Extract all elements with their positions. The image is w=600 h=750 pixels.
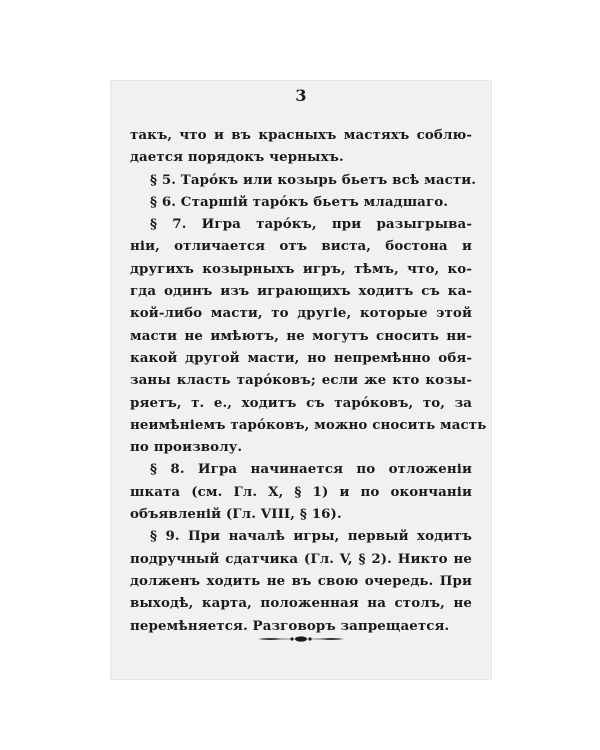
text-line: § 6. Старшій тарóкъ бьетъ младшаго. xyxy=(150,193,449,210)
text-line: кой-либо масти, то другіе, которые этой xyxy=(130,305,472,322)
text-line: по произволу. xyxy=(130,439,243,456)
body-text xyxy=(130,124,487,637)
text-line: шката (см. Гл. X, § 1) и по окончаніи xyxy=(130,483,472,500)
text-line: объявленій (Гл. VIII, § 16). xyxy=(130,506,342,523)
text-line: неимѣніемъ тарóковъ, можно сносить масть xyxy=(130,416,487,433)
text-line: выходѣ, карта, положенная на столъ, не xyxy=(130,595,472,612)
text-line: масти не имѣютъ, не могутъ сносить ни- xyxy=(130,327,472,344)
text-line: такъ, что и въ красныхъ мастяхъ соблю- xyxy=(130,127,472,143)
text-line: долженъ ходить не въ свою очередь. При xyxy=(130,572,472,589)
text-line: какой другой масти, но непремѣнно обя- xyxy=(130,349,472,366)
text-line: § 5. Тарóкъ или козырь бьетъ всѣ масти. xyxy=(150,171,477,188)
text-line: другихъ козырныхъ игръ, тѣмъ, что, ко- xyxy=(130,260,472,277)
text-line: заны класть тарóковъ; если же кто козы- xyxy=(130,372,472,389)
scanned-page xyxy=(110,80,492,680)
text-line: § 8. Игра начинается по отложеніи xyxy=(150,461,472,478)
text-line: § 7. Игра тарóкъ, при разыгрыва- xyxy=(150,216,472,233)
page-number: 3 xyxy=(295,86,307,105)
ornamental-rule-icon xyxy=(256,634,346,644)
text-line: подручный сдатчика (Гл. V, § 2). Никто не xyxy=(130,550,472,567)
text-line: ніи, отличается отъ виста, бостона и xyxy=(130,238,472,255)
text-line: ряетъ, т. е., ходитъ съ тарóковъ, то, за xyxy=(130,394,472,411)
text-line: перемѣняется. Разговоръ запрещается. xyxy=(130,617,450,634)
text-line: § 9. При началѣ игры, первый ходитъ xyxy=(150,528,472,545)
text-line: дается порядокъ черныхъ. xyxy=(130,149,344,166)
text-line: гда одинъ изъ играющихъ ходитъ съ ка- xyxy=(130,283,472,300)
